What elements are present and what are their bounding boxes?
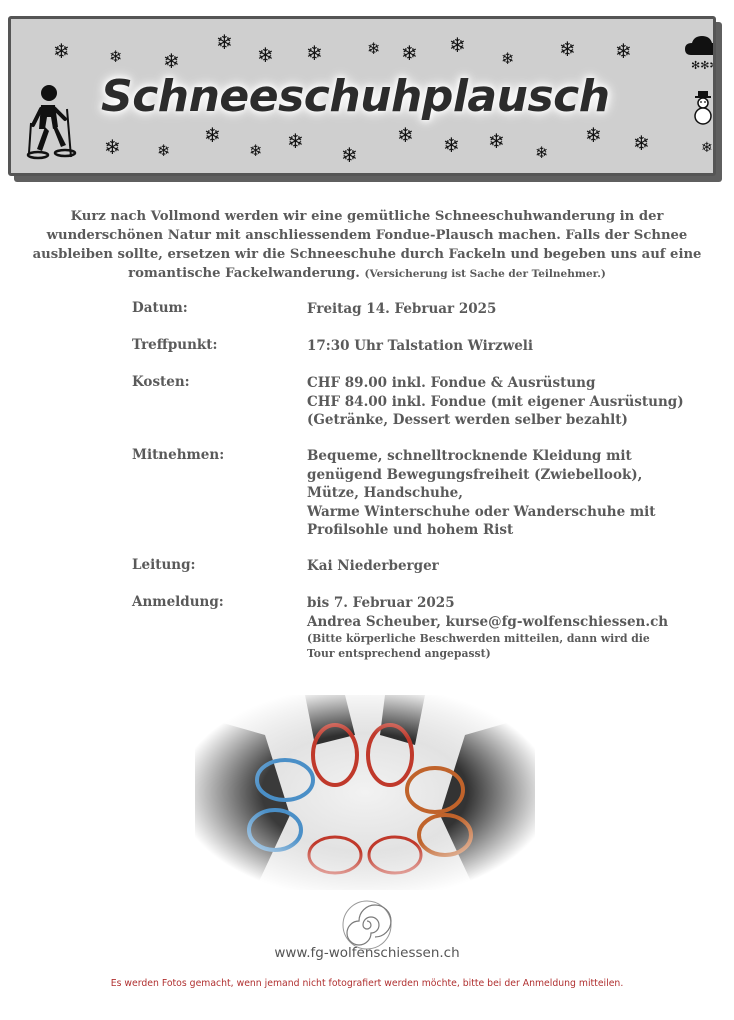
snowflake-icon: ❄ <box>216 30 233 54</box>
mitnehmen-line: Bequeme, schnelltrocknende Kleidung mit <box>307 448 632 464</box>
anmeldung-line: bis 7. Februar 2025 <box>307 595 455 611</box>
intro-text: Kurz nach Vollmond werden wir eine gemütliche Schneeschuhwanderung in der wunderschönen Natur mit anschliessendem Fondue-Plausch machen. Falls der Schnee ausbleiben sollte, ersetzen wir die Schneeschuhe durch Fackeln und begeben uns auf eine romantische Fackelwanderung. <box>32 209 702 281</box>
snowflake-icon: ❄ <box>367 39 381 58</box>
mitnehmen-line: Warme Winterschuhe oder Wanderschuhe mit <box>307 503 656 520</box>
anmeldung-note: (Bitte körperliche Beschwerden mitteilen, dann wird die <box>307 632 650 645</box>
snowflake-icon: ❄ <box>157 141 171 160</box>
banner-title: Schneeschuhplausch <box>101 71 610 122</box>
organization-logo <box>340 898 394 952</box>
hiker-icon <box>25 83 81 163</box>
snowflake-icon: ❄ <box>559 37 576 61</box>
mitnehmen-line: Mütze, Handschuhe, <box>307 485 463 501</box>
snowflake-icon: ❄ <box>163 49 180 73</box>
snowflake-icon: ❄ <box>615 39 632 63</box>
mitnehmen-value <box>307 447 717 540</box>
snowflake-icon: ❄ <box>287 129 304 153</box>
anmeldung-label: Anmeldung: <box>132 594 224 610</box>
leitung-label: Leitung: <box>132 557 196 573</box>
treffpunkt-label: Treffpunkt: <box>132 337 218 353</box>
kosten-line: CHF 84.00 inkl. Fondue (mit eigener Ausrüstung) <box>307 393 684 410</box>
snowflake-icon: ❄ <box>633 131 650 155</box>
website-url: www.fg-wolfenschiessen.ch <box>274 945 460 961</box>
snowflake-icon: ❄ <box>249 141 263 160</box>
snowflake-icon: ❄ <box>535 143 549 162</box>
mitnehmen-line: Profilsohle und hohem Rist <box>307 522 514 538</box>
snowshoes-photo <box>195 695 535 890</box>
snowflake-icon: ❄ <box>488 129 505 153</box>
kosten-label: Kosten: <box>132 374 190 390</box>
snowflake-icon: ❄ <box>585 123 602 147</box>
snowflake-icon: ❄ <box>341 143 358 167</box>
leitung-value: Kai Niederberger <box>307 558 439 574</box>
snowflake-icon: ❄ <box>443 133 460 157</box>
kosten-line: CHF 89.00 inkl. Fondue & Ausrüstung <box>307 375 596 391</box>
anmeldung-line: Andrea Scheuber, kurse@fg-wolfenschiessen.ch <box>307 613 669 630</box>
kosten-line: (Getränke, Dessert werden selber bezahlt) <box>307 412 628 428</box>
kosten-value <box>307 374 717 430</box>
snowman-icon <box>691 91 715 125</box>
snowflake-icon: ❄ <box>501 49 515 68</box>
mitnehmen-label: Mitnehmen: <box>132 447 225 463</box>
photo-notice: Es werden Fotos gemacht, wenn jemand nicht fotografiert werden möchte, bitte bei der Anmeldung mitteilen. <box>110 978 624 989</box>
snowflake-icon: ❄ <box>257 43 274 67</box>
snowflake-icon: ❄ <box>701 140 713 156</box>
treffpunkt-value: 17:30 Uhr Talstation Wirzweli <box>307 338 534 354</box>
snowflake-icon: ❄ <box>397 123 414 147</box>
datum-label: Datum: <box>132 300 188 316</box>
snowflake-icon: ❄ <box>104 135 121 159</box>
svg-text:✻✻✻: ✻✻✻ <box>691 59 719 72</box>
snowflake-icon: ❄ <box>109 47 123 66</box>
title-banner <box>8 16 719 176</box>
anmeldung-value <box>307 594 717 661</box>
insurance-note: (Versicherung ist Sache der Teilnehmer.) <box>364 268 606 280</box>
anmeldung-note: Tour entsprechend angepasst) <box>307 647 491 660</box>
snowflake-icon: ❄ <box>204 123 221 147</box>
snowflake-icon: ❄ <box>449 33 466 57</box>
snow-cloud-icon <box>683 33 719 73</box>
snowflake-icon: ❄ <box>306 41 323 65</box>
datum-value: Freitag 14. Februar 2025 <box>307 301 497 317</box>
intro-paragraph <box>30 207 704 284</box>
snowflake-icon: ❄ <box>53 39 70 63</box>
mitnehmen-line: genügend Bewegungsfreiheit (Zwiebellook), <box>307 466 643 483</box>
snowflake-icon: ❄ <box>401 41 418 65</box>
